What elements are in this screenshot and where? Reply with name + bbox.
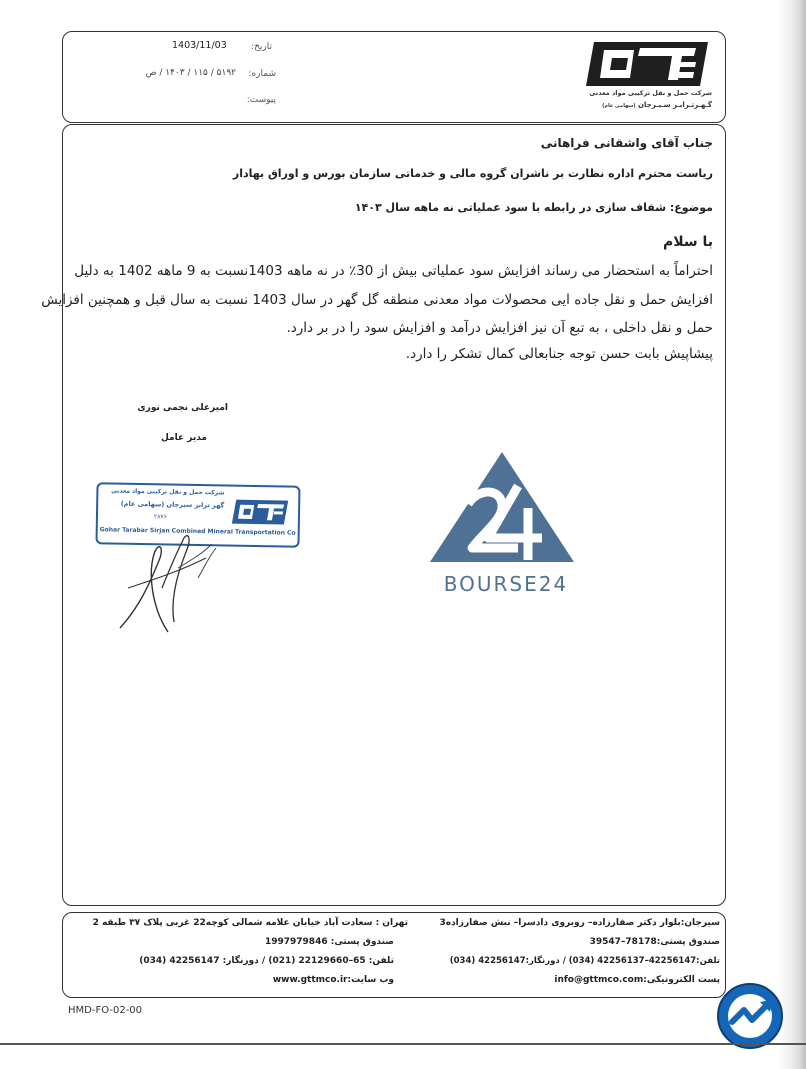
footer-website[interactable]: وب سایت:www.gttmco.ir <box>272 975 394 985</box>
stamp-number: ۲۸۷۶ <box>153 513 167 521</box>
recipient-title: ریاست محترم اداره نظارت بر ناشران گروه مالی و خدماتی سازمان بورس و اوراق بهادار <box>232 167 713 180</box>
footer-tehran-phone: تلفن: 65–22129660 (021) / دورنگار: 42256147 (034) <box>139 956 394 966</box>
letter-subject: موضوع: شفاف سازی در رابطه با سود عملیاتی نه ماهه سال ۱۴۰۳ <box>354 201 713 214</box>
stamp-line1: شرکت حمل و نقل ترکیبی مواد معدنی <box>111 487 225 497</box>
greeting: با سلام <box>662 234 713 250</box>
company-name-text: گـهـرتـرابـر سـیـرجان <box>638 101 712 109</box>
signatory-title: مدیر عامل <box>160 433 207 443</box>
number-label: شماره: <box>248 69 276 79</box>
number-value: ۵۱۹۲ / ۱۱۵ / ۱۴۰۳ / ص <box>145 68 236 78</box>
footer-email[interactable]: پست الکترونیکی:info@gttmco.com <box>554 975 720 985</box>
form-code: HMD-FO-02-00 <box>68 1005 143 1016</box>
footer-sirjan-phone: تلفن:42256147–42256137 (034) / دورنگار:42256147 (034) <box>449 956 720 966</box>
trend-badge-icon <box>716 982 784 1050</box>
stamp-logo <box>230 497 291 528</box>
bourse24-watermark <box>426 448 586 598</box>
scan-edge-shadow <box>778 0 806 1069</box>
body-paragraph-line3: حمل و نقل داخلی ، به تبع آن نیز افزایش درآمد و افزایش سود را در بر دارد. <box>286 320 713 336</box>
footer-sirjan-postbox: صندوق پستی:78178–39547 <box>589 937 720 947</box>
signatory-name: امیرعلی نجمی نوری <box>137 403 228 413</box>
date-label: تاریخ: <box>251 42 272 52</box>
gte-stamp-logo-icon <box>230 497 291 528</box>
footer-tehran-postbox: صندوق پستی: 1997979846 <box>264 937 394 947</box>
company-name-line1: شرکت حمل و نقل ترکیبی مواد معدنی <box>589 89 712 97</box>
chart-badge[interactable] <box>716 982 784 1050</box>
company-name-line2 <box>560 101 712 109</box>
stamp-line2: گهر ترابر سیرجان (سهامی عام) <box>120 499 225 510</box>
stamp-english-name: Gohar Tarabar Sirjan Combined Mineral Transportation Co <box>99 526 296 537</box>
company-type: (سهامی عام) <box>602 103 636 109</box>
date-value: 1403/11/03 <box>172 40 227 51</box>
body-paragraph-line4: پیشاپیش بابت حسن توجه جنابعالی کمال تشکر را دارد. <box>405 346 713 362</box>
attachment-label: پیوست: <box>246 95 276 105</box>
bourse24-logo-icon <box>426 448 586 572</box>
body-paragraph-line2: افزایش حمل و نقل جاده ایی محصولات مواد معدنی منطقه گل گهر در سال 1403 نسبت به سال قبل و همچنین افزایش <box>41 292 713 308</box>
page-bottom-border <box>0 1043 806 1045</box>
body-paragraph-line1: احتراماً به استحضار می رساند افزایش سود عملیاتی بیش از 30٪ در نه ماهه 1403نسبت به 9 ماهه 1402 به دلیل <box>74 263 713 279</box>
recipient-name: جناب آقای واشقانی فراهانی <box>540 136 713 150</box>
handwritten-signature <box>108 528 248 638</box>
bourse24-brand-text: BOURSE24 <box>443 572 569 596</box>
footer-sirjan-address: سیرجان:بلوار دکتر صفارزاده– روبروی دادسرا– نبش صفارزاده3 <box>439 918 720 928</box>
footer-tehran-address: تهران : سعادت آباد خیابان علامه شمالی کوچه22 غربی پلاک ۳۷ طبقه 2 <box>92 918 408 928</box>
